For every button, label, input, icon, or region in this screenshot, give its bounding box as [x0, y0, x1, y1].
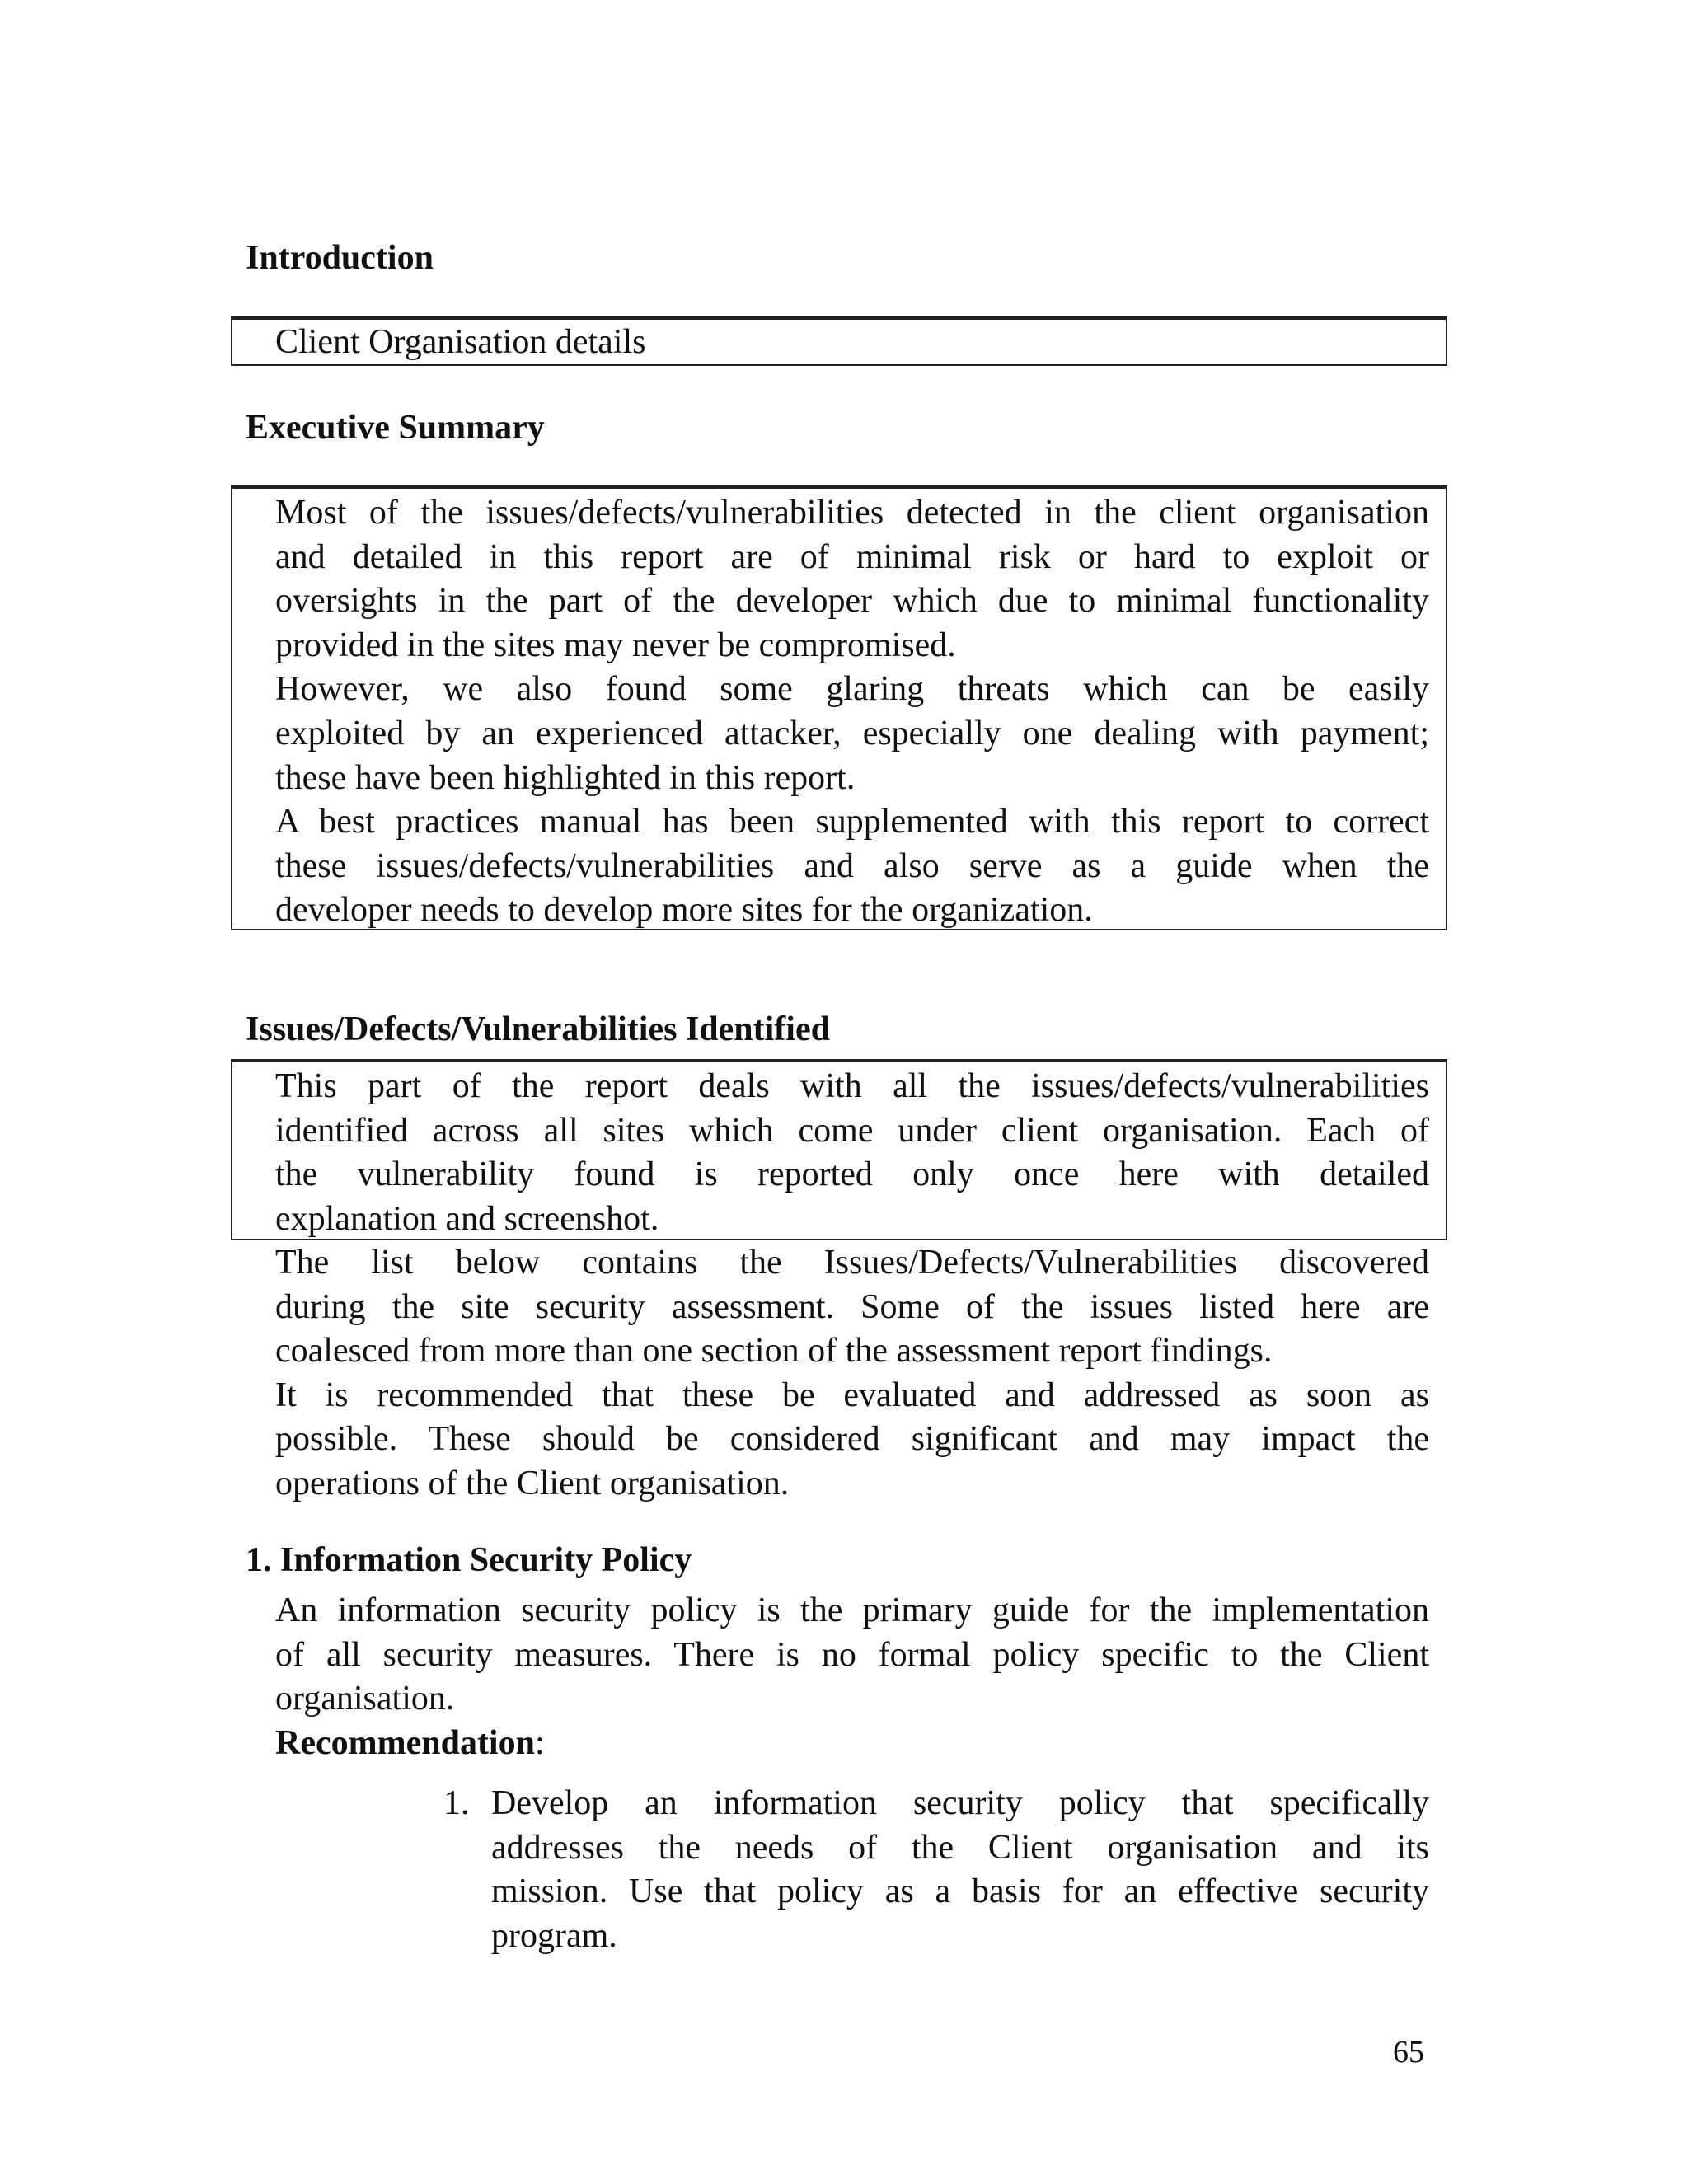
policy-line: organisation.: [275, 1680, 455, 1718]
issues-heading: Issues/Defects/Vulnerabilities Identified: [246, 1010, 830, 1048]
client-details-text: Client Organisation details: [275, 323, 646, 361]
issues-box-line: the vulnerability found is reported only once here with detailed: [275, 1155, 1429, 1194]
policy-text: [275, 1589, 1429, 1722]
executive-summary-line: exploited by an experienced attacker, especially one dealing with payment;: [275, 714, 1429, 752]
executive-summary-line: Most of the issues/defects/vulnerabilities detected in the client organisation: [275, 494, 1429, 532]
issues-after-line: operations of the Client organisation.: [275, 1464, 790, 1502]
list-item-line: mission. Use that policy as a basis for an effective security: [491, 1872, 1429, 1911]
executive-summary-line: these have been highlighted in this report.: [275, 758, 856, 797]
introduction-heading: Introduction: [246, 239, 434, 277]
policy-heading: 1. Information Security Policy: [246, 1541, 692, 1579]
policy-line: An information security policy is the primary guide for the implementation: [275, 1591, 1429, 1629]
executive-summary-line: and detailed in this report are of minimal risk or hard to exploit or: [275, 537, 1429, 576]
policy-line: of all security measures. There is no formal policy specific to the Client: [275, 1635, 1429, 1674]
list-item-line: Develop an information security policy that specifically: [491, 1784, 1429, 1822]
recommendation-colon: :: [534, 1724, 545, 1762]
executive-summary-line: oversights in the part of the developer which due to minimal functionality: [275, 582, 1429, 621]
issues-after-line: possible. These should be considered significant and may impact the: [275, 1420, 1429, 1459]
issues-after-line: coalesced from more than one section of the assessment report findings.: [275, 1332, 1273, 1371]
executive-summary-line: provided in the sites may never be compromised.: [275, 626, 956, 664]
list-item-text: [491, 1782, 1429, 1958]
executive-summary-text: [275, 491, 1429, 933]
recommendation-label-row: [275, 1721, 545, 1765]
executive-summary-line: A best practices manual has been supplemented with this report to correct: [275, 803, 1429, 841]
issues-after-line: during the site security assessment. Some of the issues listed here are: [275, 1287, 1429, 1326]
issues-after-text: [275, 1241, 1429, 1507]
list-item-number: 1.: [443, 1784, 470, 1822]
issues-after-line: It is recommended that these be evaluated and addressed as soon as: [275, 1376, 1429, 1414]
client-details-box: [231, 316, 1447, 366]
issues-after-line: The list below contains the Issues/Defects/Vulnerabilities discovered: [275, 1244, 1429, 1282]
executive-summary-line: developer needs to develop more sites for the organization.: [275, 891, 1093, 930]
executive-summary-heading: Executive Summary: [246, 409, 545, 447]
executive-summary-line: However, we also found some glaring threats which can be easily: [275, 670, 1429, 709]
issues-box-text: [275, 1065, 1429, 1241]
recommendation-label: Recommendation: [275, 1724, 535, 1762]
list-item-line: program.: [491, 1916, 617, 1955]
list-item-line: addresses the needs of the Client organisation and its: [491, 1828, 1429, 1867]
issues-box-line: explanation and screenshot.: [275, 1199, 659, 1238]
issues-box-line: identified across all sites which come under client organisation. Each of: [275, 1111, 1429, 1150]
page-number: 65: [1393, 2035, 1424, 2069]
issues-box-line: This part of the report deals with all the issues/defects/vulnerabilities: [275, 1067, 1429, 1105]
executive-summary-line: these issues/defects/vulnerabilities and also serve as a guide when the: [275, 846, 1429, 885]
